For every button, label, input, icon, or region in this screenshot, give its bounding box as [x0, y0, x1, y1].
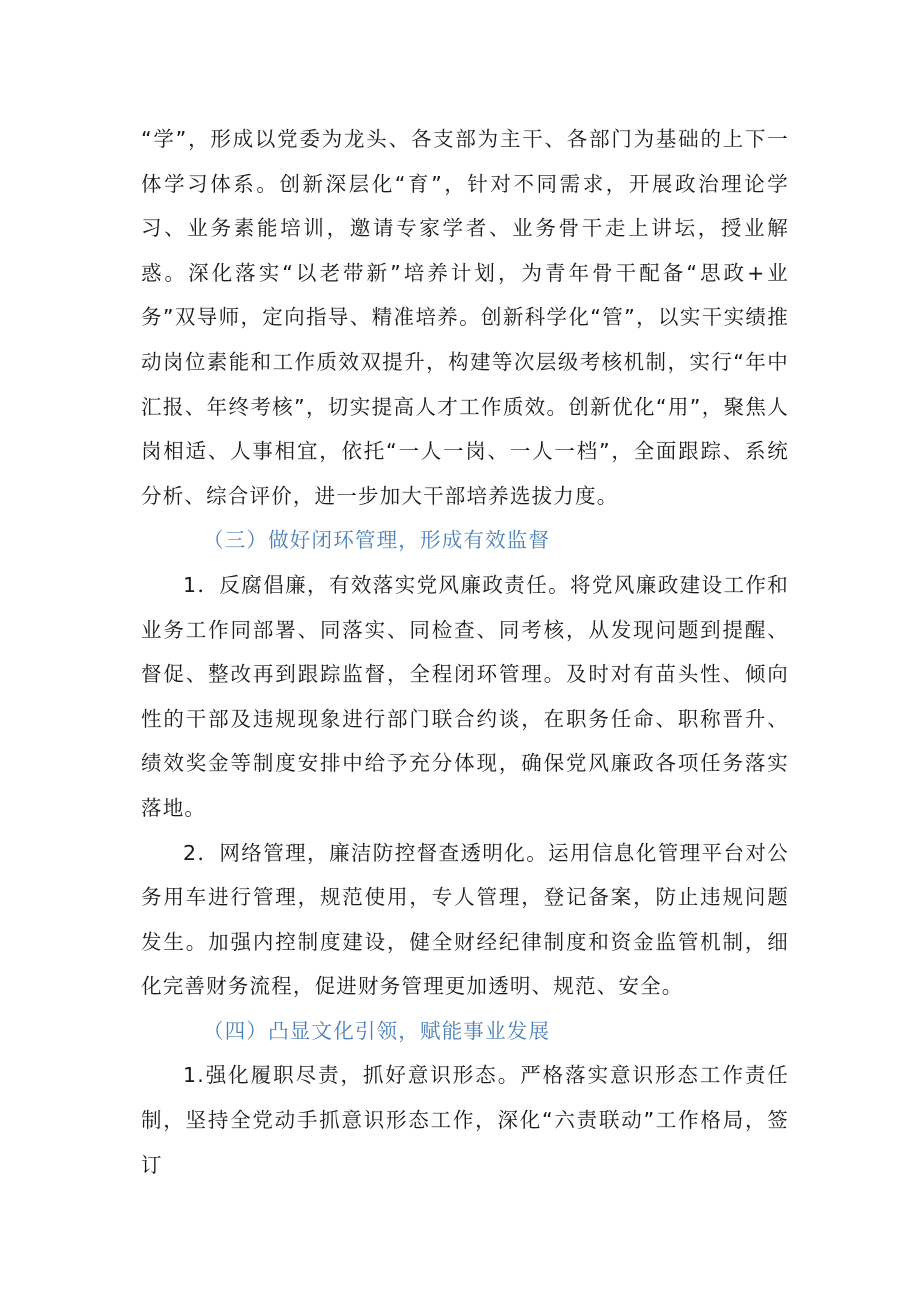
section-heading-three: （三）做好闭环管理，形成有效监督: [203, 528, 551, 553]
paragraph-ideology-duty: 1.强化履职尽责，抓好意识形态。严格落实意识形态工作责任制，坚持全党动手抓意识形态工作，深化“六责联动”工作格局，签订: [141, 1063, 789, 1177]
paragraph-network-management: 2．网络管理，廉洁防控督查透明化。运用信息化管理平台对公务用车进行管理，规范使用，专人管理，登记备案，防止违规问题发生。加强内控制度建设，健全财经纪律制度和资金监管机制，细化完善财务流程，促进财务管理更加透明、规范、安全。: [141, 840, 789, 999]
document-body: [141, 117, 789, 1187]
paragraph-anti-corruption: 1．反腐倡廉，有效落实党风廉政责任。将党风廉政建设工作和业务工作同部署、同落实、同检查、同考核，从发现问题到提醒、督促、整改再到跟踪监督，全程闭环管理。及时对有苗头性、倾向性的干部及违规现象进行部门联合约谈，在职务任命、职称晋升、绩效奖金等制度安排中给予充分体现，确保党风廉政各项任务落实落地。: [141, 572, 789, 820]
section-heading-four: （四）凸显文化引领，赋能事业发展: [203, 1018, 551, 1043]
paragraph-talent-cultivation: “学”，形成以党委为龙头、各支部为主干、各部门为基础的上下一体学习体系。创新深层化“育”，针对不同需求，开展政治理论学习、业务素能培训，邀请专家学者、业务骨干走上讲坛，授业解惑。深化落实“以老带新”培养计划，为青年骨干配备“思政+业务”双导师，定向指导、精准培养。创新科学化“管”，以实干实绩推动岗位素能和工作质效双提升，构建等次层级考核机制，实行“年中汇报、年终考核”，切实提高人才工作质效。创新优化“用”，聚焦人岗相适、人事相宜，依托“一人一岗、一人一档”，全面跟踪、系统分析、综合评价，进一步加大干部培养选拔力度。: [141, 127, 789, 508]
